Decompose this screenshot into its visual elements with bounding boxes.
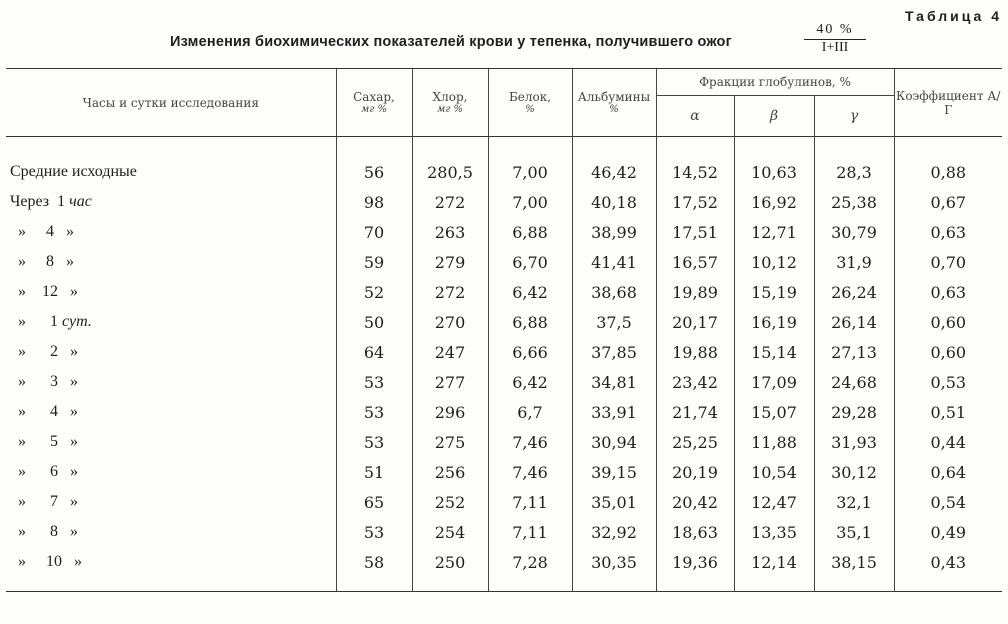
cell-ratio: 0,54 (894, 487, 1002, 517)
cell-gamma: 24,68 (814, 367, 894, 397)
cell-chlor: 272 (412, 187, 488, 217)
cell-alpha: 20,19 (656, 457, 734, 487)
cell-ratio: 0,63 (894, 277, 1002, 307)
table-number: Таблица 4 (904, 8, 1002, 24)
table-row (6, 547, 1002, 592)
cell-sugar: 56 (336, 137, 412, 188)
row-label: » 1 сут. (10, 313, 92, 330)
cell-ratio: 0,44 (894, 427, 1002, 457)
cell-chlor: 252 (412, 487, 488, 517)
cell-protein: 7,00 (488, 137, 572, 188)
cell-sugar: 52 (336, 277, 412, 307)
table-row (6, 337, 1002, 367)
cell-albumin: 30,35 (572, 547, 656, 592)
header-chlor: Хлор, мг % (412, 69, 488, 137)
cell-chlor: 254 (412, 517, 488, 547)
cell-albumin: 33,91 (572, 397, 656, 427)
cell-beta: 11,88 (734, 427, 814, 457)
header-globulins: Фракции глобулинов, % (656, 69, 894, 96)
header-protein: Белок, % (488, 69, 572, 137)
row-label: » 8 » (10, 523, 78, 540)
cell-beta: 16,92 (734, 187, 814, 217)
cell-protein: 6,66 (488, 337, 572, 367)
cell-gamma: 35,1 (814, 517, 894, 547)
cell-sugar: 70 (336, 217, 412, 247)
table-row (6, 307, 1002, 337)
row-label: Средние исходные (10, 163, 137, 180)
row-label: » 7 » (10, 493, 78, 510)
cell-protein: 7,46 (488, 457, 572, 487)
burn-fraction (804, 22, 866, 56)
cell-alpha: 19,89 (656, 277, 734, 307)
table-row (6, 187, 1002, 217)
header-time: Часы и сутки исследования (6, 69, 336, 137)
cell-beta: 17,09 (734, 367, 814, 397)
cell-chlor: 279 (412, 247, 488, 277)
header-albumin: Альбумины % (572, 69, 656, 137)
cell-alpha: 21,74 (656, 397, 734, 427)
cell-gamma: 28,3 (814, 137, 894, 188)
row-label: » 8 » (10, 253, 74, 270)
cell-protein: 7,11 (488, 487, 572, 517)
header-sugar: Сахар, мг % (336, 69, 412, 137)
cell-beta: 15,07 (734, 397, 814, 427)
cell-ratio: 0,63 (894, 217, 1002, 247)
cell-ratio: 0,53 (894, 367, 1002, 397)
header-beta: β (734, 96, 814, 137)
cell-albumin: 39,15 (572, 457, 656, 487)
cell-albumin: 35,01 (572, 487, 656, 517)
cell-albumin: 46,42 (572, 137, 656, 188)
row-label: » 3 » (10, 373, 78, 390)
cell-ratio: 0,70 (894, 247, 1002, 277)
row-label: » 12 » (10, 283, 78, 300)
cell-beta: 13,35 (734, 517, 814, 547)
cell-chlor: 275 (412, 427, 488, 457)
cell-protein: 7,00 (488, 187, 572, 217)
header-alpha: α (656, 96, 734, 137)
cell-alpha: 17,52 (656, 187, 734, 217)
cell-albumin: 37,5 (572, 307, 656, 337)
cell-chlor: 256 (412, 457, 488, 487)
cell-chlor: 280,5 (412, 137, 488, 188)
cell-beta: 10,63 (734, 137, 814, 188)
table-row (6, 457, 1002, 487)
table-row (6, 487, 1002, 517)
table-row (6, 367, 1002, 397)
cell-gamma: 38,15 (814, 547, 894, 592)
cell-ratio: 0,88 (894, 137, 1002, 188)
row-label: Через 1 час (10, 193, 92, 210)
table-row (6, 517, 1002, 547)
cell-sugar: 53 (336, 367, 412, 397)
cell-protein: 7,46 (488, 427, 572, 457)
table-title: Изменения биохимических показателей крови у тепенка, получившего ожог (170, 34, 732, 50)
cell-gamma: 25,38 (814, 187, 894, 217)
cell-alpha: 18,63 (656, 517, 734, 547)
cell-gamma: 26,14 (814, 307, 894, 337)
cell-beta: 12,14 (734, 547, 814, 592)
cell-protein: 6,42 (488, 367, 572, 397)
cell-alpha: 17,51 (656, 217, 734, 247)
header-ratio: Коэффициент А/Г (894, 69, 1002, 137)
cell-chlor: 277 (412, 367, 488, 397)
cell-sugar: 58 (336, 547, 412, 592)
cell-albumin: 38,99 (572, 217, 656, 247)
cell-sugar: 53 (336, 427, 412, 457)
cell-alpha: 25,25 (656, 427, 734, 457)
cell-ratio: 0,51 (894, 397, 1002, 427)
cell-alpha: 20,42 (656, 487, 734, 517)
cell-sugar: 53 (336, 517, 412, 547)
cell-albumin: 37,85 (572, 337, 656, 367)
table-row (6, 137, 1002, 188)
cell-ratio: 0,60 (894, 337, 1002, 367)
cell-albumin: 40,18 (572, 187, 656, 217)
cell-protein: 6,70 (488, 247, 572, 277)
cell-ratio: 0,67 (894, 187, 1002, 217)
cell-chlor: 296 (412, 397, 488, 427)
cell-gamma: 30,79 (814, 217, 894, 247)
row-label: » 6 » (10, 463, 78, 480)
cell-albumin: 38,68 (572, 277, 656, 307)
row-label: » 2 » (10, 343, 78, 360)
cell-chlor: 263 (412, 217, 488, 247)
cell-beta: 16,19 (734, 307, 814, 337)
row-label: » 4 » (10, 223, 74, 240)
table-row (6, 247, 1002, 277)
cell-gamma: 26,24 (814, 277, 894, 307)
cell-albumin: 41,41 (572, 247, 656, 277)
cell-sugar: 53 (336, 397, 412, 427)
cell-albumin: 30,94 (572, 427, 656, 457)
cell-alpha: 19,36 (656, 547, 734, 592)
burn-degree: I+III (821, 40, 849, 55)
cell-sugar: 50 (336, 307, 412, 337)
cell-ratio: 0,43 (894, 547, 1002, 592)
row-label: » 5 » (10, 433, 78, 450)
cell-alpha: 23,42 (656, 367, 734, 397)
cell-sugar: 59 (336, 247, 412, 277)
cell-protein: 6,42 (488, 277, 572, 307)
cell-beta: 12,71 (734, 217, 814, 247)
row-label: » 4 » (10, 403, 78, 420)
table-row (6, 397, 1002, 427)
cell-ratio: 0,49 (894, 517, 1002, 547)
cell-alpha: 14,52 (656, 137, 734, 188)
cell-sugar: 64 (336, 337, 412, 367)
table-row (6, 277, 1002, 307)
table-row (6, 427, 1002, 457)
cell-sugar: 98 (336, 187, 412, 217)
cell-ratio: 0,64 (894, 457, 1002, 487)
cell-gamma: 27,13 (814, 337, 894, 367)
cell-beta: 15,14 (734, 337, 814, 367)
table-row (6, 217, 1002, 247)
cell-beta: 15,19 (734, 277, 814, 307)
cell-gamma: 30,12 (814, 457, 894, 487)
row-label: » 10 » (6, 547, 336, 592)
cell-albumin: 34,81 (572, 367, 656, 397)
cell-protein: 6,88 (488, 217, 572, 247)
cell-beta: 10,54 (734, 457, 814, 487)
cell-protein: 7,11 (488, 517, 572, 547)
cell-albumin: 32,92 (572, 517, 656, 547)
cell-alpha: 16,57 (656, 247, 734, 277)
cell-gamma: 31,9 (814, 247, 894, 277)
header-gamma: γ (814, 96, 894, 137)
cell-beta: 12,47 (734, 487, 814, 517)
cell-gamma: 29,28 (814, 397, 894, 427)
burn-percent: 40 % (804, 22, 866, 40)
cell-gamma: 31,93 (814, 427, 894, 457)
cell-beta: 10,12 (734, 247, 814, 277)
cell-sugar: 51 (336, 457, 412, 487)
cell-chlor: 250 (412, 547, 488, 592)
cell-protein: 7,28 (488, 547, 572, 592)
cell-chlor: 272 (412, 277, 488, 307)
data-table (6, 68, 1002, 592)
cell-alpha: 20,17 (656, 307, 734, 337)
cell-sugar: 65 (336, 487, 412, 517)
cell-alpha: 19,88 (656, 337, 734, 367)
cell-gamma: 32,1 (814, 487, 894, 517)
cell-ratio: 0,60 (894, 307, 1002, 337)
cell-protein: 6,88 (488, 307, 572, 337)
cell-protein: 6,7 (488, 397, 572, 427)
cell-chlor: 270 (412, 307, 488, 337)
cell-chlor: 247 (412, 337, 488, 367)
